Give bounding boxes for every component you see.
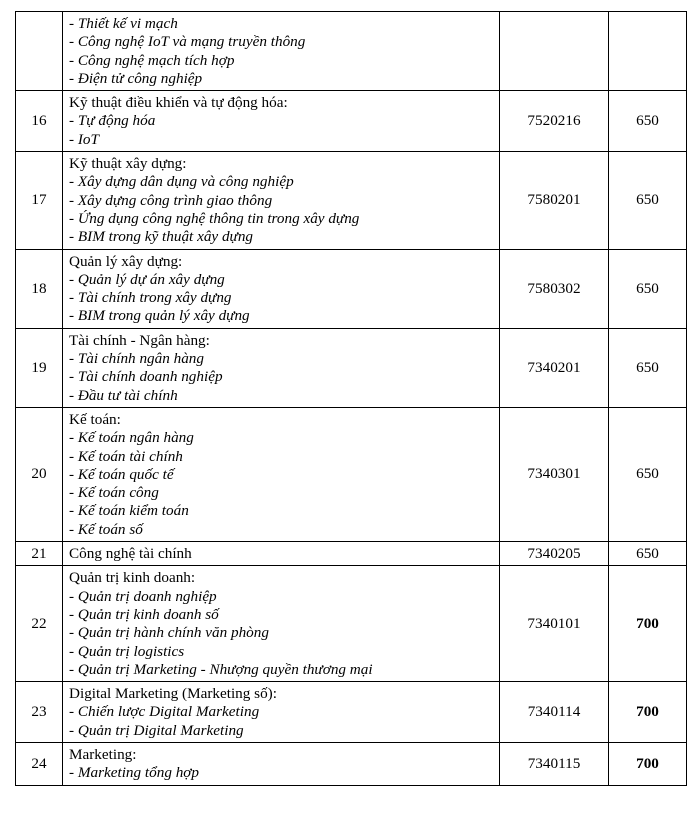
major-code: 7580302 bbox=[500, 249, 609, 328]
major-title: Kỹ thuật điều khiển và tự động hóa: bbox=[69, 94, 288, 112]
table-row bbox=[16, 407, 687, 541]
specialization-item: - Quản lý dự án xây dựng bbox=[69, 270, 225, 288]
major-title: Quản trị kinh doanh: bbox=[69, 569, 196, 587]
specialization-item: - Marketing tổng hợp bbox=[69, 764, 200, 782]
admission-quota: 700 bbox=[609, 566, 687, 682]
major-title: Kỹ thuật xây dựng: bbox=[69, 155, 187, 173]
major-code bbox=[500, 12, 609, 91]
majors-table-body bbox=[16, 12, 687, 786]
major-name-cell bbox=[63, 542, 500, 566]
row-number bbox=[16, 12, 63, 91]
major-name-cell bbox=[63, 91, 500, 152]
major-title: Digital Marketing (Marketing số): bbox=[69, 685, 277, 703]
admission-quota: 650 bbox=[609, 152, 687, 249]
major-code: 7340114 bbox=[500, 682, 609, 743]
specialization-item: - Công nghệ mạch tích hợp bbox=[69, 51, 235, 69]
specialization-item: - Đầu tư tài chính bbox=[69, 386, 178, 404]
major-name-cell bbox=[63, 742, 500, 785]
major-name-cell bbox=[63, 407, 500, 541]
table-row bbox=[16, 152, 687, 249]
specialization-item: - Quản trị Marketing - Nhượng quyền thương mại bbox=[69, 660, 373, 678]
specialization-item: - BIM trong kỹ thuật xây dựng bbox=[69, 228, 254, 246]
specialization-item: - Xây dựng công trình giao thông bbox=[69, 191, 273, 209]
admission-quota: 650 bbox=[609, 91, 687, 152]
table-row bbox=[16, 249, 687, 328]
specialization-item: - Ứng dụng công nghệ thông tin trong xây dựng bbox=[69, 209, 360, 227]
major-title: Quản lý xây dựng: bbox=[69, 252, 183, 270]
specialization-item: - Quản trị Digital Marketing bbox=[69, 721, 244, 739]
admission-table-page bbox=[15, 11, 687, 786]
specialization-item: - Kế toán công bbox=[69, 484, 159, 502]
admission-quota: 650 bbox=[609, 328, 687, 407]
row-number: 17 bbox=[16, 152, 63, 249]
table-row bbox=[16, 91, 687, 152]
row-number: 18 bbox=[16, 249, 63, 328]
specialization-item: - Điện tử công nghiệp bbox=[69, 69, 203, 87]
row-number: 16 bbox=[16, 91, 63, 152]
specialization-item: - Công nghệ IoT và mạng truyền thông bbox=[69, 33, 306, 51]
specialization-item: - Kế toán quốc tế bbox=[69, 465, 174, 483]
major-name-cell bbox=[63, 566, 500, 682]
admission-quota bbox=[609, 12, 687, 91]
major-code: 7580201 bbox=[500, 152, 609, 249]
major-name-cell bbox=[63, 328, 500, 407]
specialization-item: - Quản trị logistics bbox=[69, 642, 185, 660]
row-number: 24 bbox=[16, 742, 63, 785]
specialization-item: - Quản trị doanh nghiệp bbox=[69, 587, 217, 605]
admission-quota: 650 bbox=[609, 407, 687, 541]
specialization-item: - Chiến lược Digital Marketing bbox=[69, 703, 260, 721]
specialization-item: - Thiết kế vi mạch bbox=[69, 15, 178, 32]
row-number: 20 bbox=[16, 407, 63, 541]
table-row bbox=[16, 12, 687, 91]
major-title: Kế toán: bbox=[69, 410, 121, 428]
major-name-cell bbox=[63, 249, 500, 328]
table-row bbox=[16, 742, 687, 785]
major-name-cell bbox=[63, 682, 500, 743]
specialization-item: - Kế toán số bbox=[69, 520, 143, 538]
table-row bbox=[16, 328, 687, 407]
specialization-item: - Kế toán ngân hàng bbox=[69, 429, 194, 447]
admission-quota: 700 bbox=[609, 742, 687, 785]
table-row bbox=[16, 542, 687, 566]
major-code: 7340201 bbox=[500, 328, 609, 407]
row-number: 23 bbox=[16, 682, 63, 743]
specialization-item: - Kế toán tài chính bbox=[69, 447, 183, 465]
row-number: 21 bbox=[16, 542, 63, 566]
major-code: 7520216 bbox=[500, 91, 609, 152]
admission-quota: 650 bbox=[609, 542, 687, 566]
table-row bbox=[16, 682, 687, 743]
specialization-item: - BIM trong quản lý xây dựng bbox=[69, 307, 250, 325]
specialization-item: - Tài chính trong xây dựng bbox=[69, 289, 232, 307]
specialization-item: - Kế toán kiểm toán bbox=[69, 502, 189, 520]
row-number: 22 bbox=[16, 566, 63, 682]
specialization-item: - Tự động hóa bbox=[69, 112, 156, 130]
row-number: 19 bbox=[16, 328, 63, 407]
major-code: 7340115 bbox=[500, 742, 609, 785]
major-code: 7340101 bbox=[500, 566, 609, 682]
major-name-cell bbox=[63, 12, 500, 91]
specialization-item: - Tài chính ngân hàng bbox=[69, 350, 204, 368]
specialization-item: - Quản trị kinh doanh số bbox=[69, 605, 219, 623]
major-name-cell bbox=[63, 152, 500, 249]
major-title: Marketing: bbox=[69, 745, 137, 763]
specialization-item: - Quản trị hành chính văn phòng bbox=[69, 624, 269, 642]
major-code: 7340301 bbox=[500, 407, 609, 541]
major-code: 7340205 bbox=[500, 542, 609, 566]
specialization-item: - Xây dựng dân dụng và công nghiệp bbox=[69, 173, 294, 191]
admission-quota: 650 bbox=[609, 249, 687, 328]
admission-quota: 700 bbox=[609, 682, 687, 743]
major-title: Tài chính - Ngân hàng: bbox=[69, 331, 210, 349]
specialization-item: - IoT bbox=[69, 130, 99, 148]
major-title: Công nghệ tài chính bbox=[69, 545, 192, 563]
specialization-item: - Tài chính doanh nghiệp bbox=[69, 368, 223, 386]
majors-table bbox=[15, 11, 687, 786]
table-row bbox=[16, 566, 687, 682]
